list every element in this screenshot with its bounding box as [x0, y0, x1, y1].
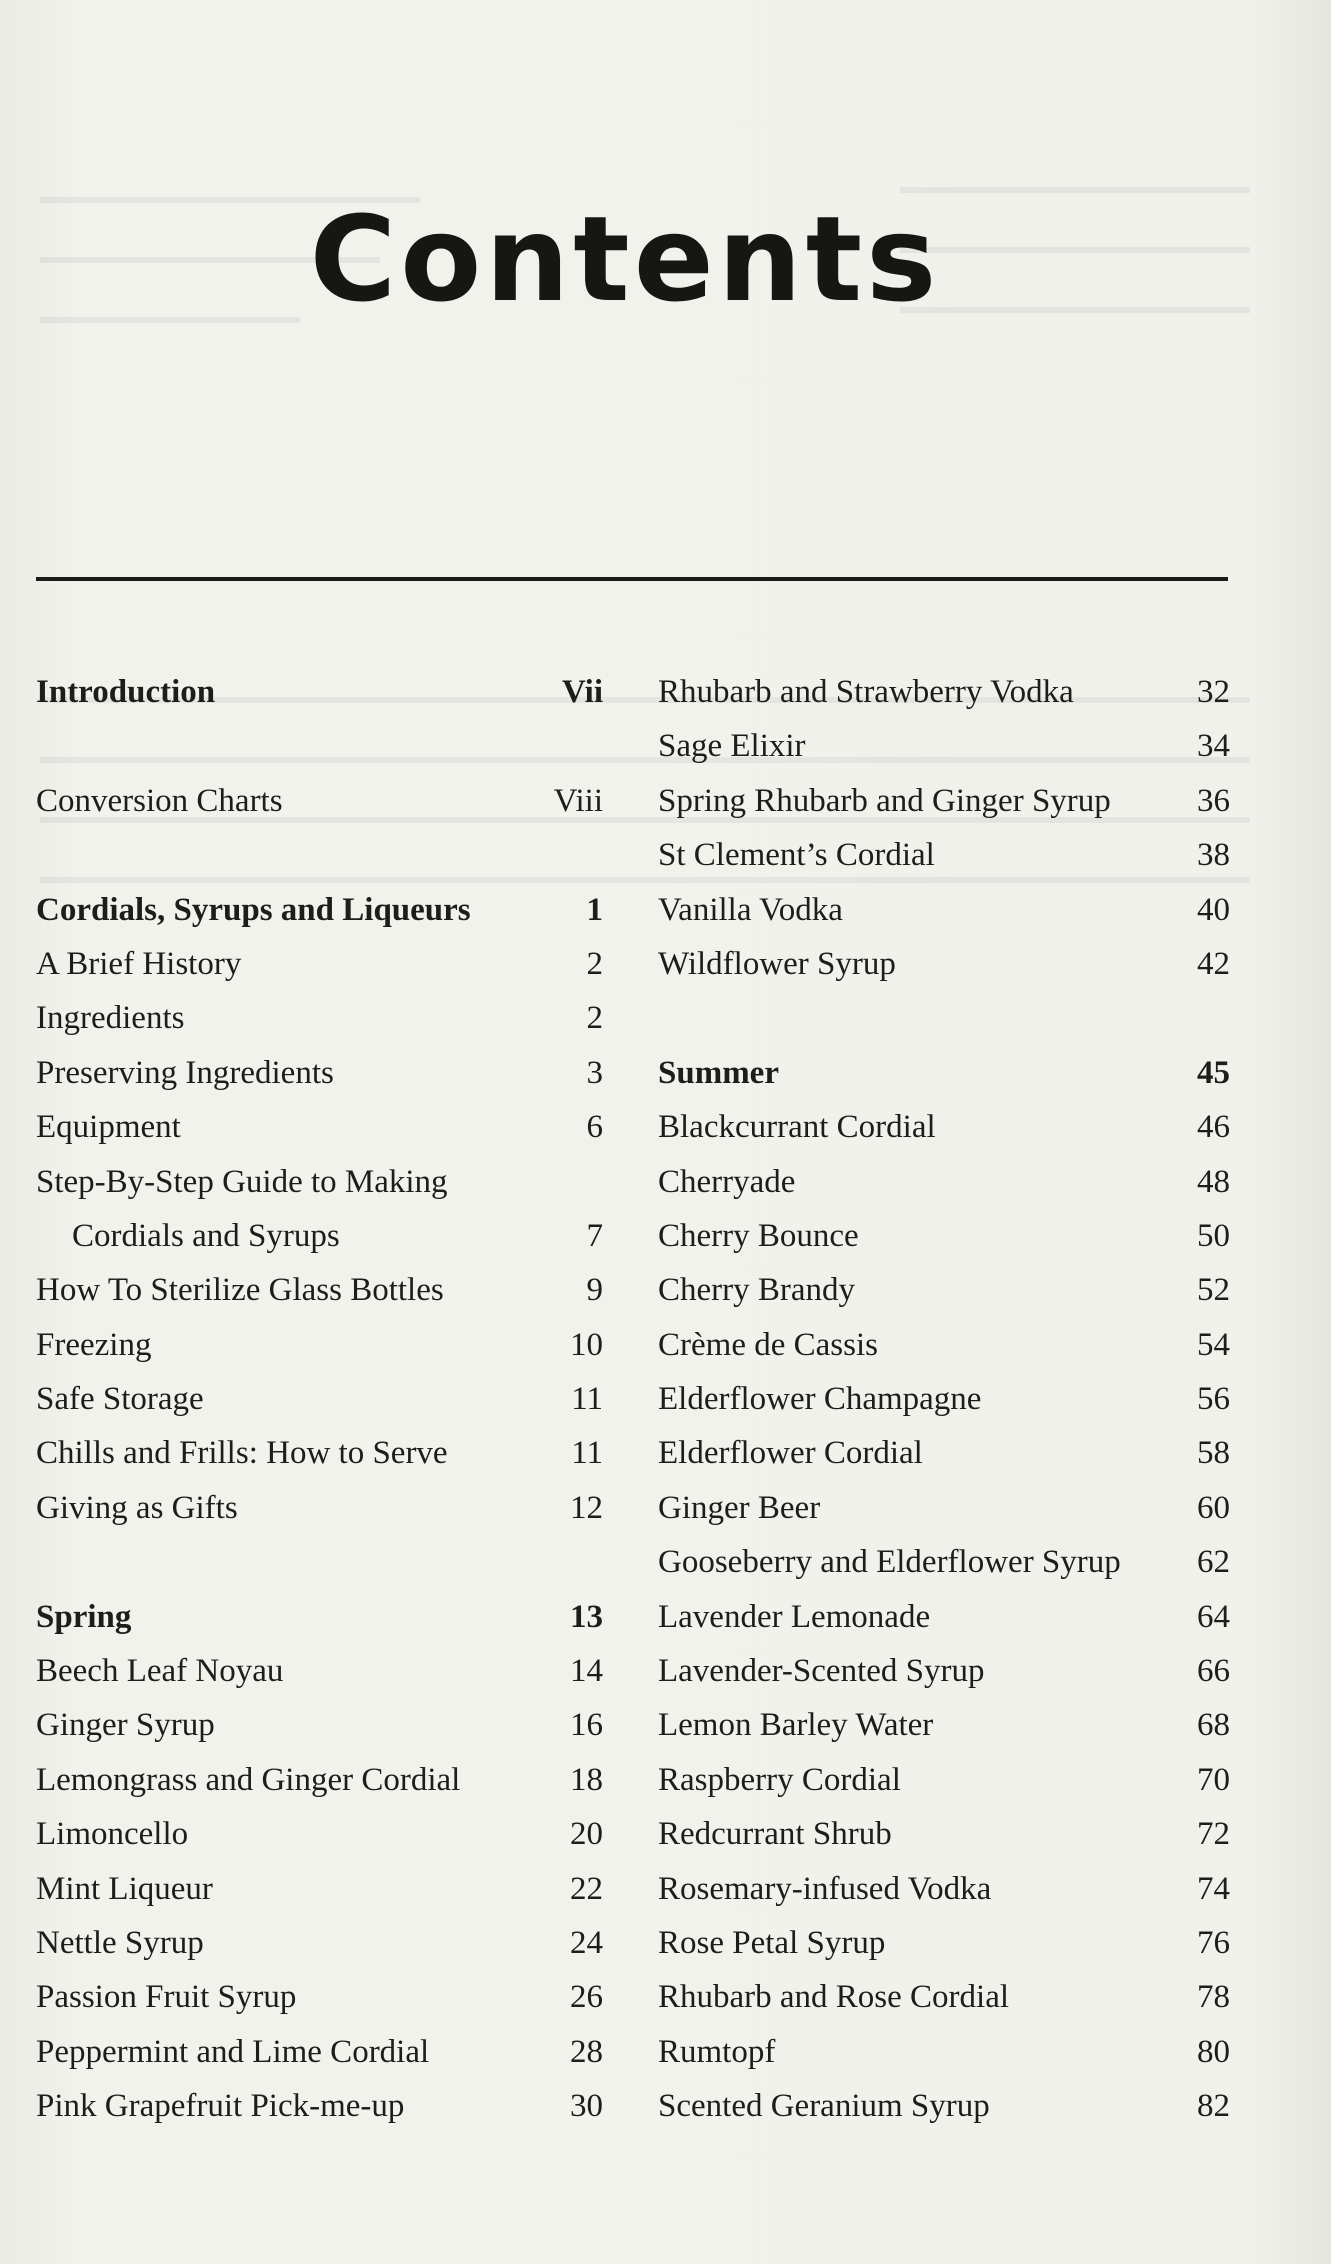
toc-page-number: 16 [570, 1707, 603, 1744]
toc-page-number: 28 [570, 2033, 603, 2070]
spacer [658, 991, 1230, 1045]
toc-entry [658, 2079, 1230, 2133]
horizontal-rule [36, 577, 1228, 581]
toc-entry-title: Ingredients [36, 1000, 185, 1037]
toc-entry [36, 1426, 603, 1480]
toc-entry [36, 1209, 603, 1263]
toc-entry [658, 1372, 1230, 1426]
toc-entry-title: Lavender Lemonade [658, 1598, 931, 1635]
toc-entry [658, 1426, 1230, 1480]
toc-page-number: 1 [586, 891, 603, 928]
toc-entry [36, 937, 603, 991]
toc-entry-title: Conversion Charts [36, 782, 283, 819]
toc-entry [36, 1698, 603, 1752]
toc-entry-title: Summer [658, 1054, 779, 1091]
toc-entry-title: A Brief History [36, 945, 242, 982]
toc-page-number: 11 [571, 1435, 603, 1472]
toc-page-number: 7 [586, 1217, 603, 1254]
toc-entry-title: Rumtopf [658, 2033, 776, 2070]
toc-entry [36, 1263, 603, 1317]
toc-entry [658, 1155, 1230, 1209]
toc-entry-title: Cherry Bounce [658, 1217, 859, 1254]
toc-entry [36, 1970, 603, 2024]
toc-entry-title: Wildflower Syrup [658, 945, 896, 982]
toc-section-heading [36, 1590, 603, 1644]
toc-page-number: 62 [1197, 1544, 1230, 1581]
toc-page-number: 34 [1197, 728, 1230, 765]
toc-entry [658, 1318, 1230, 1372]
page-title: Contents [309, 190, 941, 328]
toc-page-number: 68 [1197, 1707, 1230, 1744]
toc-entry [36, 1046, 603, 1100]
toc-page-number: 38 [1197, 837, 1230, 874]
toc-entry-title: Preserving Ingredients [36, 1054, 334, 1091]
toc-entry [36, 1481, 603, 1535]
toc-entry-title: Lemon Barley Water [658, 1707, 934, 1744]
toc-entry [36, 1862, 603, 1916]
toc-entry-title: Safe Storage [36, 1381, 204, 1418]
toc-page-number: 24 [570, 1924, 603, 1961]
toc-page-number: 58 [1197, 1435, 1230, 1472]
spacer [36, 828, 603, 882]
toc-entry-title: Sage Elixir [658, 728, 806, 765]
toc-page-number: 50 [1197, 1217, 1230, 1254]
toc-entry-title: Cherry Brandy [658, 1272, 856, 1309]
toc-entry [658, 1535, 1230, 1589]
toc-entry-title: Limoncello [36, 1816, 189, 1853]
toc-page-number: 42 [1197, 945, 1230, 982]
toc-entry-title: Spring Rhubarb and Ginger Syrup [658, 782, 1111, 819]
toc-entry [36, 1155, 603, 1209]
toc-entry [658, 1481, 1230, 1535]
toc-entry [36, 1318, 603, 1372]
toc-page-number: 82 [1197, 2088, 1230, 2125]
toc-entry [658, 1862, 1230, 1916]
toc-entry [658, 1970, 1230, 2024]
toc-entry [658, 1590, 1230, 1644]
toc-entry-title: Chills and Frills: How to Serve [36, 1435, 448, 1472]
toc-entry-title: Ginger Syrup [36, 1707, 215, 1744]
toc-page-number: 10 [570, 1326, 603, 1363]
toc-entry-title: Raspberry Cordial [658, 1761, 901, 1798]
toc-page-number: Vii [562, 674, 603, 710]
toc-page-number: 2 [586, 945, 603, 982]
toc-entry [658, 1263, 1230, 1317]
toc-entry [658, 719, 1230, 773]
toc-entry [658, 1916, 1230, 1970]
toc-page-number: 12 [570, 1489, 603, 1526]
toc-page-number: 2 [586, 1000, 603, 1037]
toc-entry [658, 883, 1230, 937]
toc-page-number: 26 [570, 1979, 603, 2016]
toc-entry-title: Mint Liqueur [36, 1870, 213, 1907]
toc-page-number: 13 [570, 1598, 603, 1635]
toc-entry [36, 1916, 603, 1970]
toc-entry [658, 1100, 1230, 1154]
toc-page-number: 52 [1197, 1272, 1230, 1309]
toc-entry-title: Lavender-Scented Syrup [658, 1653, 985, 1690]
toc-page-number: 32 [1197, 674, 1230, 710]
toc-entry [36, 1807, 603, 1861]
toc-page-number: 14 [570, 1653, 603, 1690]
toc-entry [658, 774, 1230, 828]
toc-entry [36, 991, 603, 1045]
toc-entry [658, 665, 1230, 719]
toc-entry-title: Pink Grapefruit Pick-me-up [36, 2088, 405, 2125]
toc-entry [658, 1698, 1230, 1752]
toc-entry-title: Scented Geranium Syrup [658, 2088, 990, 2125]
toc-page-number: 72 [1197, 1816, 1230, 1853]
toc-entry-title: Rhubarb and Rose Cordial [658, 1979, 1010, 2016]
toc-entry-title: Rosemary-infused Vodka [658, 1870, 992, 1907]
toc-page-number: 36 [1197, 782, 1230, 819]
toc-page-number: 18 [570, 1761, 603, 1798]
toc-entry-title: Step-By-Step Guide to Making [36, 1163, 448, 1200]
toc-entry-title: Cordials, Syrups and Liqueurs [36, 891, 471, 928]
toc-page-number: 76 [1197, 1924, 1230, 1961]
toc-entry-title: Rhubarb and Strawberry Vodka [658, 674, 1074, 710]
toc-page-number: 48 [1197, 1163, 1230, 1200]
toc-entry-title: Peppermint and Lime Cordial [36, 2033, 430, 2070]
toc-entry [658, 1753, 1230, 1807]
toc-entry [658, 1644, 1230, 1698]
toc-entry [658, 2025, 1230, 2079]
toc-entry-title: Blackcurrant Cordial [658, 1109, 936, 1146]
toc-page-number: 70 [1197, 1761, 1230, 1798]
toc-page-number: 60 [1197, 1489, 1230, 1526]
toc-entry-title: Lemongrass and Ginger Cordial [36, 1761, 461, 1798]
spacer [36, 1535, 603, 1589]
toc-entry-title: Cordials and Syrups [72, 1217, 340, 1254]
toc-entry [658, 1209, 1230, 1263]
toc-left-column [36, 665, 603, 2134]
toc-page-number: 80 [1197, 2033, 1230, 2070]
toc-entry-title: Passion Fruit Syrup [36, 1979, 297, 2016]
toc-entry [36, 1753, 603, 1807]
toc-section-heading [36, 665, 603, 719]
toc-page-number: 45 [1197, 1054, 1230, 1091]
toc-entry-title: Elderflower Cordial [658, 1435, 923, 1472]
toc-entry-title: Nettle Syrup [36, 1924, 204, 1961]
toc-entry [658, 937, 1230, 991]
spacer [36, 719, 603, 773]
toc-entry-title: Introduction [36, 674, 216, 710]
toc-page-number: 54 [1197, 1326, 1230, 1363]
toc-page-number: 20 [570, 1816, 603, 1853]
toc-entry-title: Elderflower Champagne [658, 1381, 982, 1418]
toc-entry-title: Gooseberry and Elderflower Syrup [658, 1544, 1121, 1581]
toc-page-number: 11 [571, 1381, 603, 1418]
toc-entry-title: Redcurrant Shrub [658, 1816, 892, 1853]
toc-entry [36, 1644, 603, 1698]
toc-entry-title: Vanilla Vodka [658, 891, 843, 928]
toc-entry-title: Rose Petal Syrup [658, 1924, 886, 1961]
toc-entry [658, 828, 1230, 882]
toc-page-number: 78 [1197, 1979, 1230, 2016]
toc-entry-title: Freezing [36, 1326, 152, 1363]
toc-page-number: 46 [1197, 1109, 1230, 1146]
toc-entry-title: St Clement’s Cordial [658, 837, 935, 874]
toc-entry [36, 2079, 603, 2133]
toc-page-number: 3 [586, 1054, 603, 1091]
toc-entry [36, 2025, 603, 2079]
toc-page-number: 22 [570, 1870, 603, 1907]
toc-section-heading [658, 1046, 1230, 1100]
toc-entry-title: Giving as Gifts [36, 1489, 238, 1526]
toc-page-number: 66 [1197, 1653, 1230, 1690]
toc-page-number: 74 [1197, 1870, 1230, 1907]
toc-entry [36, 774, 603, 828]
toc-entry-title: Ginger Beer [658, 1489, 821, 1526]
toc-page-number: Viii [553, 782, 603, 819]
toc-entry-title: Beech Leaf Noyau [36, 1653, 284, 1690]
toc-page-number: 6 [586, 1109, 603, 1146]
toc-page-number: 9 [586, 1272, 603, 1309]
toc-right-column [658, 665, 1230, 2134]
toc-entry-title: Spring [36, 1598, 132, 1635]
toc-entry [36, 1372, 603, 1426]
toc-page-number: 56 [1197, 1381, 1230, 1418]
toc-entry-title: Cherryade [658, 1163, 796, 1200]
toc-entry-title: Equipment [36, 1109, 181, 1146]
toc-page-number: 64 [1197, 1598, 1230, 1635]
toc-section-heading [36, 883, 603, 937]
toc-page-number: 40 [1197, 891, 1230, 928]
toc-entry [658, 1807, 1230, 1861]
toc-entry-title: Crème de Cassis [658, 1326, 878, 1363]
toc-entry [36, 1100, 603, 1154]
toc-page-number: 30 [570, 2088, 603, 2125]
toc-entry-title: How To Sterilize Glass Bottles [36, 1272, 444, 1309]
